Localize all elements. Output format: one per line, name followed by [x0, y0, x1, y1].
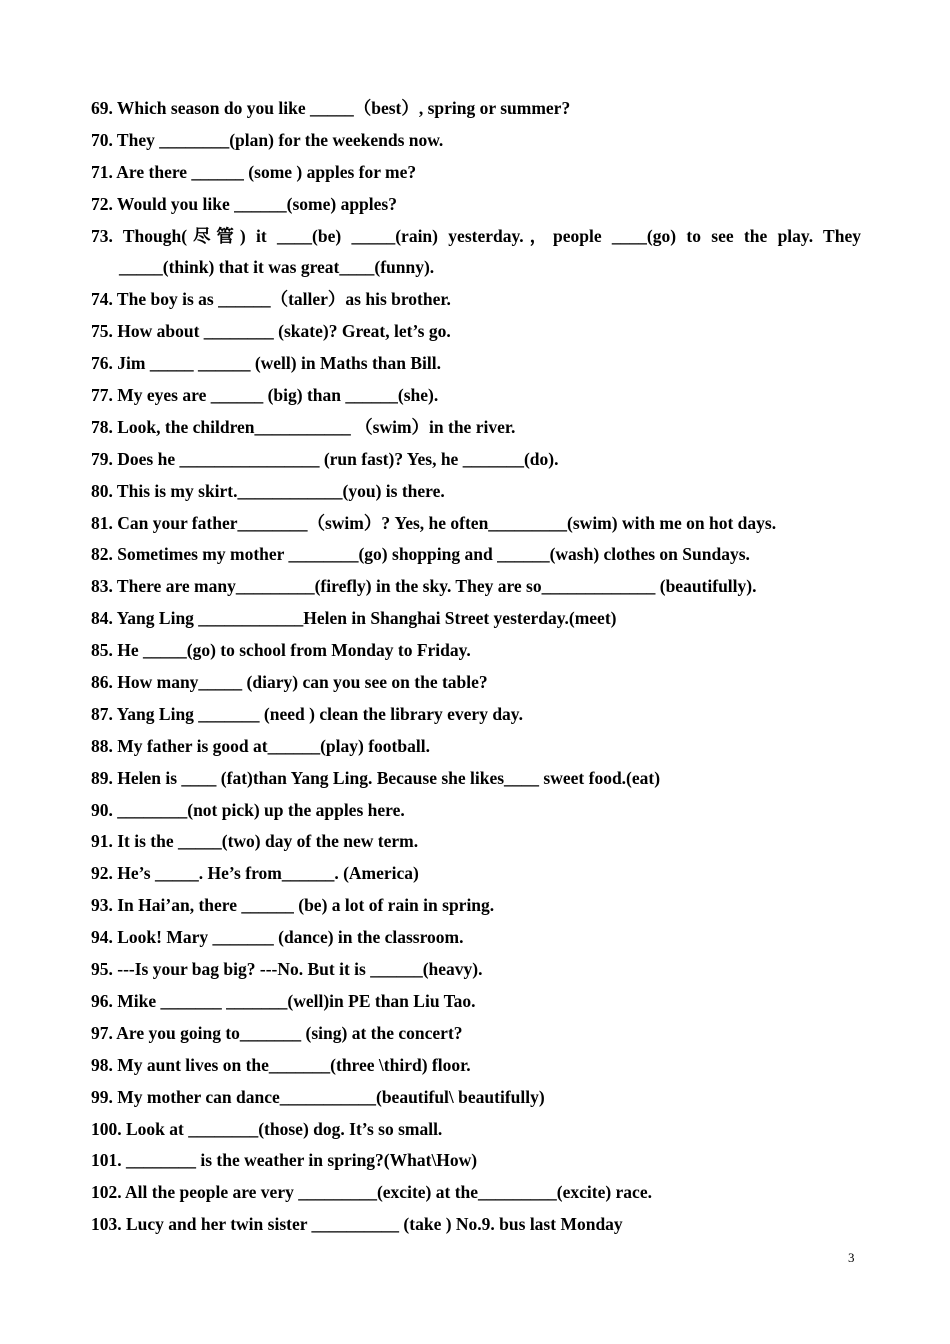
question-77: 77. My eyes are ______ (big) than ______(she). [91, 385, 439, 406]
question-95: 95. ---Is your bag big? ---No. But it is ______(heavy). [91, 959, 483, 980]
question-89: 89. Helen is ____ (fat)than Yang Ling. Because she likes____ sweet food.(eat) [91, 767, 661, 788]
question-96: 96. Mike _______ _______(well)in PE than Liu Tao. [91, 990, 476, 1011]
question-99: 99. My mother can dance___________(beautiful\ beautifully) [91, 1086, 545, 1107]
question-102: 102. All the people are very _________(excite) at the_________(excite) race. [91, 1182, 652, 1203]
question-74: 74. The boy is as ______（taller）as his brother. [91, 289, 451, 310]
question-73: 73. Though(尽管) it ____(be) _____(rain) yesterday.，people ____(go) to see the play. They [91, 225, 861, 246]
question-78: 78. Look, the children___________ （swim）in the river. [91, 416, 516, 437]
question-list [91, 95, 861, 1243]
page-number: 3 [848, 1250, 855, 1265]
question-85: 85. He _____(go) to school from Monday to Friday. [91, 640, 471, 661]
question-103: 103. Lucy and her twin sister __________ (take ) No.9. bus last Monday [91, 1214, 623, 1235]
question-69: 69. Which season do you like _____（best）, spring or summer? [91, 98, 571, 118]
question-97: 97. Are you going to_______ (sing) at the concert? [91, 1022, 463, 1043]
question-93: 93. In Hai’an, there ______ (be) a lot of rain in spring. [91, 895, 495, 916]
question-88: 88. My father is good at______(play) football. [91, 735, 430, 756]
question-94: 94. Look! Mary _______ (dance) in the classroom. [91, 927, 464, 948]
question-73-continued: _____(think) that it was great____(funny). [119, 257, 435, 278]
question-79: 79. Does he ________________ (run fast)? Yes, he _______(do). [91, 448, 559, 469]
question-100: 100. Look at ________(those) dog. It’s so small. [91, 1118, 443, 1139]
question-72: 72. Would you like ______(some) apples? [91, 193, 397, 214]
question-82: 82. Sometimes my mother ________(go) shopping and ______(wash) clothes on Sundays. [91, 544, 750, 565]
question-91: 91. It is the _____(two) day of the new term. [91, 831, 419, 852]
question-70: 70. They ________(plan) for the weekends now. [91, 129, 444, 150]
question-90: 90. ________(not pick) up the apples here. [91, 799, 405, 820]
question-86: 86. How many_____ (diary) can you see on the table? [91, 672, 488, 693]
question-75: 75. How about ________ (skate)? Great, let’s go. [91, 321, 451, 342]
question-98: 98. My aunt lives on the_______(three \third) floor. [91, 1054, 471, 1075]
question-83: 83. There are many_________(firefly) in the sky. They are so_____________ (beautifully). [91, 576, 757, 597]
question-84: 84. Yang Ling ____________Helen in Shanghai Street yesterday.(meet) [91, 608, 617, 629]
question-87: 87. Yang Ling _______ (need ) clean the library every day. [91, 703, 523, 724]
question-71: 71. Are there ______ (some ) apples for me? [91, 161, 417, 182]
question-76: 76. Jim _____ ______ (well) in Maths than Bill. [91, 353, 442, 374]
question-80: 80. This is my skirt.____________(you) is there. [91, 480, 445, 501]
question-101: 101. ________ is the weather in spring?(What\How) [91, 1150, 478, 1171]
question-92: 92. He’s _____. He’s from______. (America) [91, 863, 419, 884]
question-81: 81. Can your father________（swim）? Yes, he often_________(swim) with me on hot days. [91, 512, 777, 533]
